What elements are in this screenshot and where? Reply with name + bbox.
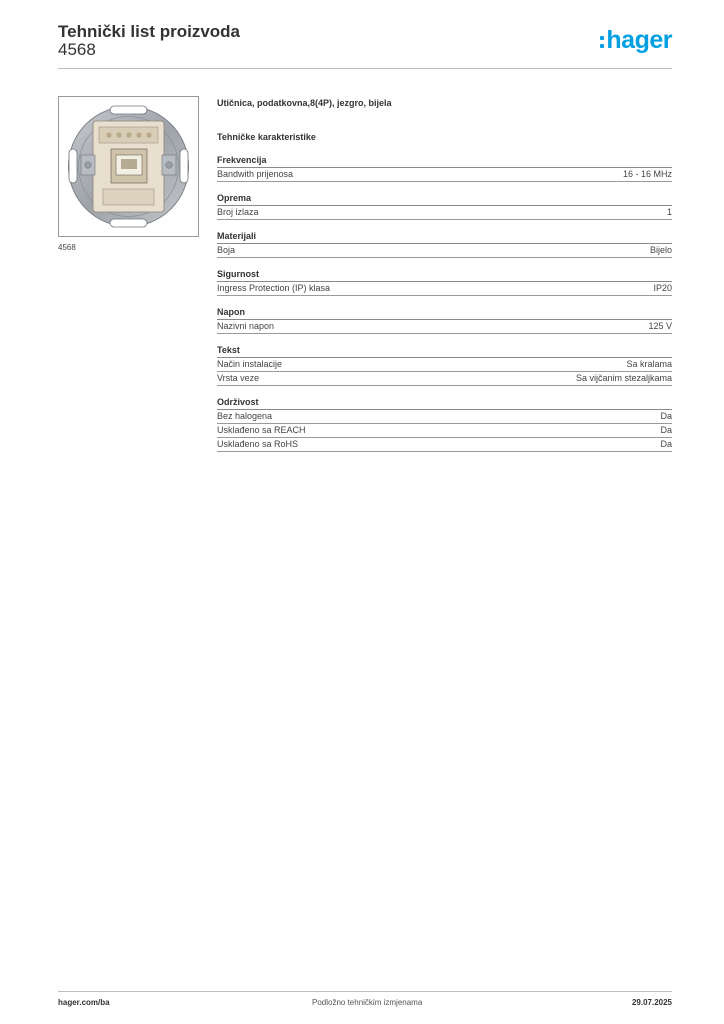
spec-label: Boja [217, 245, 236, 255]
section-title: Održivost [217, 396, 672, 410]
logo-dots-icon [600, 36, 604, 48]
spec-row [217, 168, 672, 182]
section-title: Tekst [217, 344, 672, 358]
spec-section-tekst [217, 344, 672, 386]
section-title: Napon [217, 306, 672, 320]
spec-label: Nazivni napon [217, 321, 275, 331]
spec-value: Sa kralama [626, 359, 672, 369]
spec-row [217, 438, 672, 452]
spec-content [217, 96, 672, 462]
spec-value: 16 - 16 MHz [622, 169, 672, 179]
spec-value: Bijelo [649, 245, 672, 255]
logo-text: hager [606, 25, 672, 54]
header-divider [58, 68, 672, 69]
spec-label: Ingress Protection (IP) klasa [217, 283, 331, 293]
spec-label: Vrsta veze [217, 373, 260, 383]
spec-section-oprema [217, 192, 672, 220]
spec-label: Bez halogena [217, 411, 273, 421]
footer-divider [58, 991, 672, 992]
page-header [58, 20, 672, 68]
section-title: Materijali [217, 230, 672, 244]
footer-date: 29.07.2025 [631, 998, 672, 1007]
product-image [58, 96, 199, 237]
section-title: Oprema [217, 192, 672, 206]
spec-section-frekvencija [217, 154, 672, 182]
spec-section-napon [217, 306, 672, 334]
section-title: Frekvencija [217, 154, 672, 168]
spec-value: Da [660, 439, 672, 449]
spec-row [217, 282, 672, 296]
page-title: Tehnički list proizvoda [58, 22, 240, 41]
spec-label: Broj izlaza [217, 207, 259, 217]
footer-website-link[interactable]: hager.com/ba [58, 998, 110, 1007]
product-description: Utičnica, podatkovna,8(4P), jezgro, bijela [217, 98, 392, 108]
product-code: 4568 [58, 40, 96, 59]
spec-value: Sa vijčanim stezaljkama [575, 373, 672, 383]
spec-row [217, 410, 672, 424]
spec-section-materijali [217, 230, 672, 258]
spec-value: Da [660, 425, 672, 435]
spec-label: Usklađeno sa RoHS [217, 439, 299, 449]
hager-logo [600, 26, 672, 54]
spec-row [217, 358, 672, 372]
spec-value: IP20 [653, 283, 672, 293]
spec-value: 125 V [648, 321, 672, 331]
section-title: Sigurnost [217, 268, 672, 282]
spec-row [217, 244, 672, 258]
spec-row [217, 206, 672, 220]
spec-value: Da [660, 411, 672, 421]
footer-notice: Podložno tehničkim izmjenama [312, 998, 423, 1007]
spec-row [217, 320, 672, 334]
spec-value: 1 [666, 207, 672, 217]
spec-label: Bandwith prijenosa [217, 169, 294, 179]
spec-row [217, 372, 672, 386]
spec-section-sigurnost [217, 268, 672, 296]
image-caption: 4568 [58, 243, 76, 252]
data-socket-illustration [59, 97, 198, 236]
spec-section-odrzivost [217, 396, 672, 452]
spec-label: Način instalacije [217, 359, 283, 369]
spec-row [217, 424, 672, 438]
specs-heading: Tehničke karakteristike [217, 132, 316, 142]
spec-label: Usklađeno sa REACH [217, 425, 306, 435]
